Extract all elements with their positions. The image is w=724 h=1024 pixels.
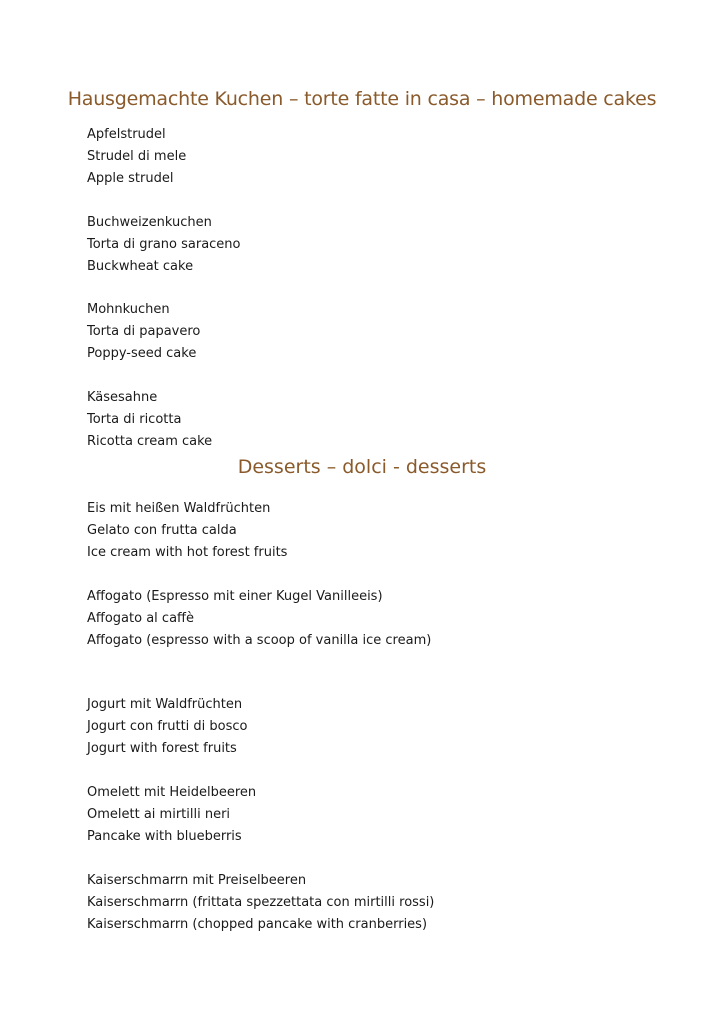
item-name-de: Mohnkuchen: [87, 302, 170, 317]
item-name-de: Apfelstrudel: [87, 127, 166, 142]
item-name-it: Jogurt con frutti di bosco: [87, 719, 248, 734]
menu-item-buchweizenkuchen: [87, 212, 241, 278]
menu-item-jogurt: [87, 694, 248, 760]
item-name-en: Buckwheat cake: [87, 259, 194, 274]
item-name-it: Strudel di mele: [87, 149, 187, 164]
item-name-it: Kaiserschmarrn (frittata spezzettata con mirtilli rossi): [87, 895, 435, 910]
menu-item-omelett: [87, 782, 256, 848]
item-name-en: Apple strudel: [87, 171, 174, 186]
desserts-heading: Desserts – dolci - desserts: [237, 456, 487, 478]
menu-item-apfelstrudel: [87, 124, 186, 190]
item-name-it: Omelett ai mirtilli neri: [87, 807, 231, 822]
item-name-de: Jogurt mit Waldfrüchten: [87, 697, 243, 712]
item-name-de: Omelett mit Heidelbeeren: [87, 785, 257, 800]
menu-item-eis: [87, 498, 287, 564]
item-name-it: Torta di papavero: [87, 324, 201, 339]
item-name-de: Affogato (Espresso mit einer Kugel Vanilleeis): [87, 589, 383, 604]
item-name-en: Pancake with blueberris: [87, 829, 242, 844]
item-name-en: Ice cream with hot forest fruits: [87, 545, 288, 560]
menu-item-affogato: [87, 586, 431, 652]
cakes-heading: Hausgemachte Kuchen – torte fatte in casa – homemade cakes: [67, 88, 657, 110]
item-name-it: Gelato con frutta calda: [87, 523, 237, 538]
menu-item-kaesesahne: [87, 387, 212, 453]
item-name-en: Jogurt with forest fruits: [87, 741, 237, 756]
menu-item-kaiserschmarrn: [87, 870, 434, 936]
item-name-en: Poppy-seed cake: [87, 346, 197, 361]
item-name-de: Käsesahne: [87, 390, 158, 405]
menu-item-mohnkuchen: [87, 299, 200, 365]
item-name-de: Buchweizenkuchen: [87, 215, 212, 230]
item-name-en: Ricotta cream cake: [87, 434, 213, 449]
item-name-de: Kaiserschmarrn mit Preiselbeeren: [87, 873, 307, 888]
item-name-it: Affogato al caffè: [87, 611, 194, 626]
item-name-de: Eis mit heißen Waldfrüchten: [87, 501, 271, 516]
item-name-en: Affogato (espresso with a scoop of vanilla ice cream): [87, 633, 432, 648]
item-name-it: Torta di grano saraceno: [87, 237, 241, 252]
item-name-en: Kaiserschmarrn (chopped pancake with cranberries): [87, 917, 428, 932]
item-name-it: Torta di ricotta: [87, 412, 182, 427]
